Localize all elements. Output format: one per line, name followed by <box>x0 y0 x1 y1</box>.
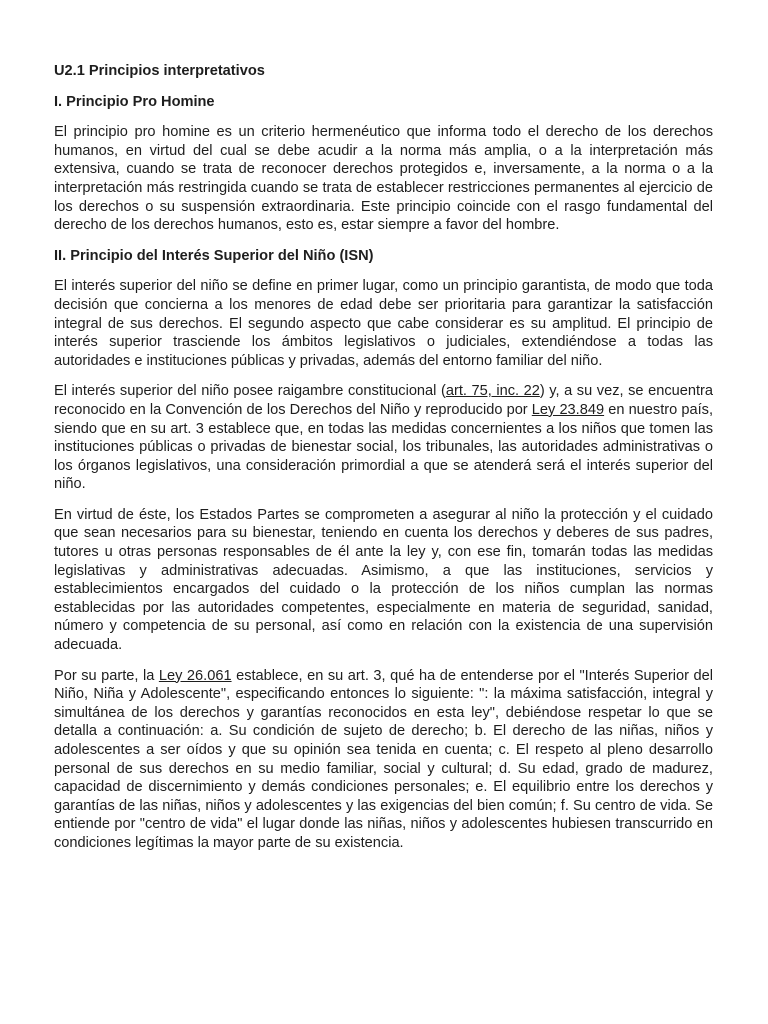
document-page <box>54 62 713 865</box>
link-art-75[interactable]: art. 75, inc. 22 <box>445 383 540 400</box>
paragraph-text: establece, en su art. 3, qué ha de entenderse por el "Interés Superior del Niño, Niña y Adolescente", especificando entonces lo siguiente: ": la máxima satisfacción, integral y simultánea de los derechos y garantías reconocidos en esta ley", debiéndose respetar lo que se detalla a continuación: a. Su condición de sujeto de derecho; b. El derecho de las niñas, niños y adolescentes a ser oídos y que su opinión sea tenida en cuenta; c. El respeto al pleno desarrollo personal de sus derechos en su medio familiar, social y cultural; d. Su edad, grado de madurez, capacidad de discernimiento y demás condiciones personales; e. El equilibrio entre los derechos y garantías de las niñas, niños y adolescentes y las exigencias del bien común; f. Su centro de vida. Se entiende por "centro de vida" el lugar donde las niñas, niños y adolescentes hubiesen transcurrido en condiciones legítimas la mayor parte de su existencia. <box>54 667 713 851</box>
link-ley-23849[interactable]: Ley 23.849 <box>531 401 605 418</box>
section-heading-pro-homine: I. Principio Pro Homine <box>54 93 215 110</box>
paragraph-text: El interés superior del niño posee raigambre constitucional ( <box>54 383 446 400</box>
paragraph-isn-definition: El interés superior del niño se define en primer lugar, como un principio garantista, de modo que toda decisión que concierna a los menores de edad debe ser prioritaria para garantizar la satisfacción integral de sus derechos. El segundo aspecto que cabe considerar es su amplitud. El principio de interés superior trasciende los ámbitos legislativos o judiciales, extendiéndose a todas las autoridades e instituciones públicas y privadas, además del entorno familiar del niño. <box>54 278 713 369</box>
paragraph-isn-constitutional <box>54 382 713 494</box>
paragraph-pro-homine: El principio pro homine es un criterio hermenéutico que informa todo el derecho de los derechos humanos, en virtud del cual se debe acudir a la norma más amplia, o a la interpretación más extensiva, cuando se trata de reconocer derechos protegidos e, inversamente, a la norma o a la interpretación más restringida cuando se trata de establecer restricciones permanentes al ejercicio de los derechos o su suspensión extraordinaria. Este principio coincide con el rasgo fundamental del derecho de los derechos humanos, esto es, estar siempre a favor del hombre. <box>54 124 713 234</box>
section-heading-isn: II. Principio del Interés Superior del Niño (ISN) <box>54 247 374 264</box>
paragraph-text: ) y, a su vez, se encuentra reconocido en la Convención de los Derechos del Niño y reproducido por <box>54 383 713 418</box>
paragraph-ley-26061 <box>54 667 713 853</box>
unit-title: U2.1 Principios interpretativos <box>54 63 265 79</box>
paragraph-estados-partes: En virtud de éste, los Estados Partes se comprometen a asegurar al niño la protección y el cuidado que sean necesarios para su bienestar, teniendo en cuenta los derechos y deberes de sus padres, tutores u otras personas responsables de él ante la ley y, con ese fin, tomarán todas las medidas legislativas y administrativas adecuadas. Asimismo, a que las instituciones, servicios y establecimientos encargados del cuidado o la protección de los niños cumplan las normas establecidas por las autoridades competentes, especialmente en materia de seguridad, sanidad, número y competencia de su personal, así como en relación con la existencia de una supervisión adecuada. <box>54 506 713 654</box>
paragraph-text: Por su parte, la <box>54 667 159 684</box>
link-ley-26061[interactable]: Ley 26.061 <box>158 667 232 684</box>
paragraph-text: en nuestro país, siendo que en su art. 3 establece que, en todas las medidas concernientes a los niños que tomen las instituciones públicas o privadas de bienestar social, los tribunales, las autoridades administrativas o los órganos legislativos, una consideración primordial a que se atenderá será el interés superior del niño. <box>54 401 713 493</box>
